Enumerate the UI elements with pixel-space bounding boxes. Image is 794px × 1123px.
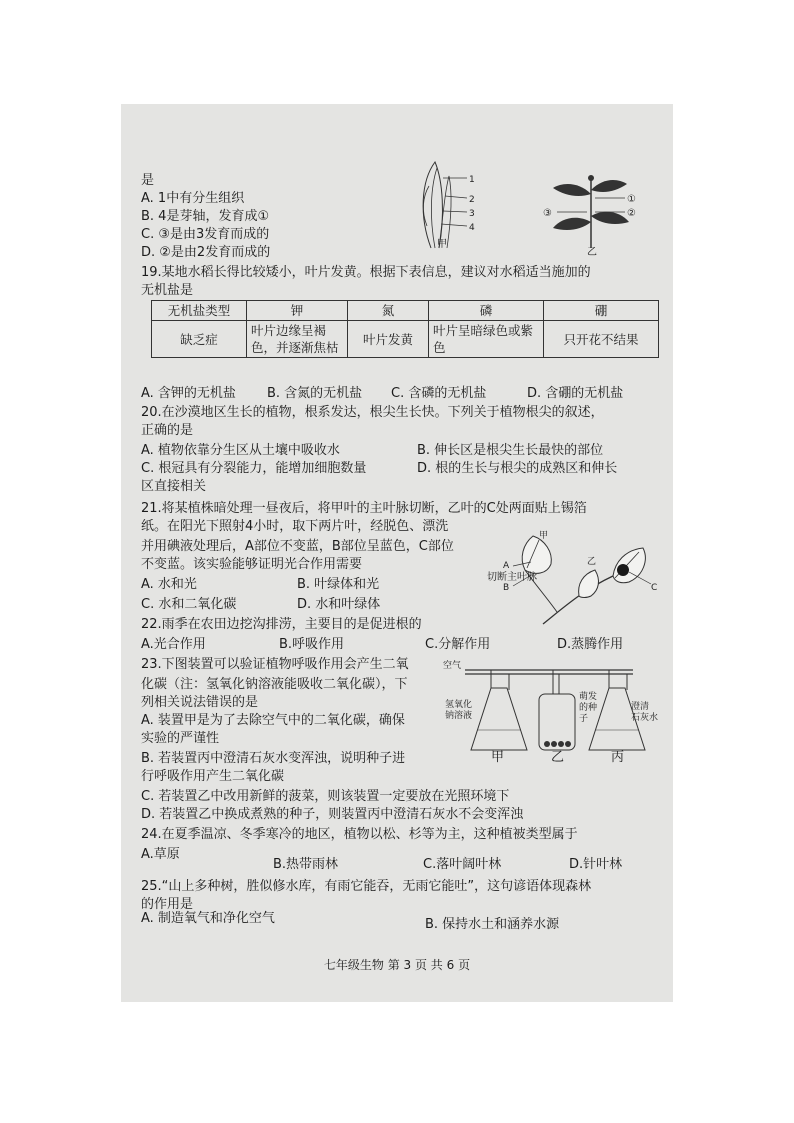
q24-option-a: A.草原	[141, 847, 180, 862]
q18-option-b: B. 4是芽轴，发育成①	[141, 209, 270, 224]
q22-option-a: A.光合作用	[141, 637, 206, 652]
q23-lime-label-1: 澄清	[631, 702, 650, 712]
q23-naoh-label-2: 钠溶液	[445, 711, 473, 721]
q20-stem-line2: 正确的是	[141, 423, 194, 438]
table-header-cell: 钾	[247, 301, 348, 321]
q19-option-a: A. 含钾的无机盐	[141, 386, 236, 401]
table-cell: 叶片呈暗绿色或紫色	[429, 321, 544, 358]
page-footer: 七年级生物 第 3 页 共 6 页	[323, 958, 471, 972]
q19-option-b: B. 含氮的无机盐	[267, 386, 363, 401]
table-cell: 叶片边缘呈褐色，并逐渐焦枯	[247, 321, 348, 358]
q23-option-a-line1: A. 装置甲是为了去除空气中的二氧化碳，确保	[141, 713, 405, 728]
q20-stem-line1: 20.在沙漠地区生长的植物，根系发达，根尖生长快。下列关于植物根尖的叙述，	[141, 405, 604, 420]
exam-page	[121, 104, 673, 1002]
q20-option-a: A. 植物依靠分生区从土壤中吸收水	[141, 443, 340, 458]
q23-option-c: C. 若装置乙中改用新鲜的菠菜，则该装置一定要放在光照环境下	[141, 789, 510, 804]
q21-option-b: B. 叶绿体和光	[297, 577, 380, 592]
q21-stem-line2: 纸。在阳光下照射4小时，取下两片叶，经脱色、漂洗	[141, 519, 449, 534]
q25-stem-line1: 25.“山上多种树，胜似修水库，有雨它能吞，无雨它能吐”，这句谚语体现森林	[141, 879, 592, 894]
q18-stem-tail: 是	[141, 173, 155, 188]
q23-seed-label-2: 的种	[579, 703, 598, 713]
q21-stem-line1: 21.将某植株暗处理一昼夜后，将甲叶的主叶脉切断，乙叶的C处两面贴上锡箔	[141, 501, 587, 516]
q20-option-c: C. 根冠具有分裂能力，能增加细胞数量	[141, 461, 367, 476]
q24-stem: 24.在夏季温凉、冬季寒冷的地区，植物以松、杉等为主，这种植被类型属于	[141, 827, 578, 842]
q19-stem-line1: 19.某地水稻长得比较矮小，叶片发黄。根据下表信息，建议对水稻适当施加的	[141, 265, 591, 280]
q24-option-c: C.落叶阔叶林	[423, 857, 502, 872]
q24-option-b: B.热带雨林	[273, 857, 339, 872]
q21-option-d: D. 水和叶绿体	[297, 597, 381, 612]
q23-fig-yi: 乙	[551, 750, 565, 765]
q24-option-d: D.针叶林	[569, 857, 623, 872]
q23-stem-line3: 列相关说法错误的是	[141, 695, 259, 710]
yi-label-2: ②	[627, 208, 636, 219]
q23-stem-line2: 化碳（注：氢氧化钠溶液能吸收二氧化碳），下	[141, 677, 408, 692]
q23-naoh-label-1: 氢氧化	[445, 700, 473, 710]
table-header-cell: 硼	[544, 301, 659, 321]
q23-seed-label-3: 子	[579, 714, 589, 724]
table-header-cell: 磷	[429, 301, 544, 321]
q21-stem-line4: 不变蓝。该实验能够证明光合作用需要	[141, 557, 363, 572]
q23-stem-line1: 23.下图装置可以验证植物呼吸作用会产生二氧	[141, 657, 409, 672]
q23-option-b-line2: 行呼吸作用产生二氧化碳	[141, 769, 285, 784]
q22-option-c: C.分解作用	[425, 637, 491, 652]
q25-option-b: B. 保持水土和涵养水源	[425, 917, 560, 932]
jia-label-3: 3	[469, 209, 475, 219]
q21-option-a: A. 水和光	[141, 577, 197, 592]
q23-fig-bing: 丙	[611, 750, 625, 765]
q18-option-d: D. ②是由2发育而成的	[141, 245, 271, 260]
salt-deficiency-table	[151, 300, 659, 358]
table-header-row	[152, 301, 659, 321]
jia-label-4: 4	[469, 223, 475, 233]
q20-option-d: D. 根的生长与根尖的成熟区和伸长	[417, 461, 618, 476]
jia-label-2: 2	[469, 195, 475, 205]
q21-fig-b-label: B	[503, 583, 510, 593]
q21-option-c: C. 水和二氧化碳	[141, 597, 237, 612]
fig-yi-caption: 乙	[587, 247, 597, 258]
q21-fig-c-label: C	[651, 583, 658, 593]
q21-stem-line3: 并用碘液处理后，A部位不变蓝，B部位呈蓝色，C部位	[141, 539, 454, 554]
table-header-cell: 氮	[348, 301, 429, 321]
q21-fig-jia-label: 甲	[539, 531, 549, 541]
table-cell: 叶片发黄	[348, 321, 429, 358]
q22-option-b: B.呼吸作用	[279, 637, 345, 652]
jia-label-1: 1	[469, 175, 475, 185]
q19-option-d: D. 含硼的无机盐	[527, 386, 624, 401]
branch-figure	[531, 172, 651, 250]
table-row	[152, 321, 659, 358]
yi-label-3: ③	[543, 208, 552, 219]
q22-option-d: D.蒸腾作用	[557, 637, 624, 652]
q25-stem-line2: 的作用是	[141, 897, 194, 912]
q23-option-a-line2: 实验的严谨性	[141, 731, 220, 746]
table-row-label: 缺乏症	[152, 321, 247, 358]
q19-stem-line2: 无机盐是	[141, 283, 194, 298]
q23-fig-jia: 甲	[491, 750, 505, 765]
table-header-cell: 无机盐类型	[152, 301, 247, 321]
q20-option-b: B. 伸长区是根尖生长最快的部位	[417, 443, 604, 458]
q23-seed-label-1: 萌发	[579, 692, 598, 702]
fig-jia-caption: 甲	[437, 239, 447, 250]
q18-option-a: A. 1中有分生组织	[141, 191, 245, 206]
q20-option-d-cont: 区直接相关	[141, 479, 207, 494]
q23-lime-label-2: 石灰水	[631, 713, 659, 723]
q21-fig-yi-label: 乙	[587, 557, 597, 567]
q21-fig-a-label: A	[503, 561, 510, 571]
q23-air-label: 空气	[443, 661, 462, 671]
q23-option-b-line1: B. 若装置丙中澄清石灰水变浑浊，说明种子进	[141, 751, 406, 766]
yi-label-1: ①	[627, 194, 636, 205]
q19-option-c: C. 含磷的无机盐	[391, 386, 487, 401]
q22-stem: 22.雨季在农田边挖沟排涝，主要目的是促进根的	[141, 617, 422, 632]
q25-option-a: A. 制造氧气和净化空气	[141, 911, 275, 926]
q18-option-c: C. ③是由3发育而成的	[141, 227, 270, 242]
q23-option-d: D. 若装置乙中换成煮熟的种子，则装置丙中澄清石灰水不会变浑浊	[141, 807, 524, 822]
q21-fig-cut-label: 切断主叶脉	[487, 572, 537, 583]
table-cell: 只开花不结果	[544, 321, 659, 358]
